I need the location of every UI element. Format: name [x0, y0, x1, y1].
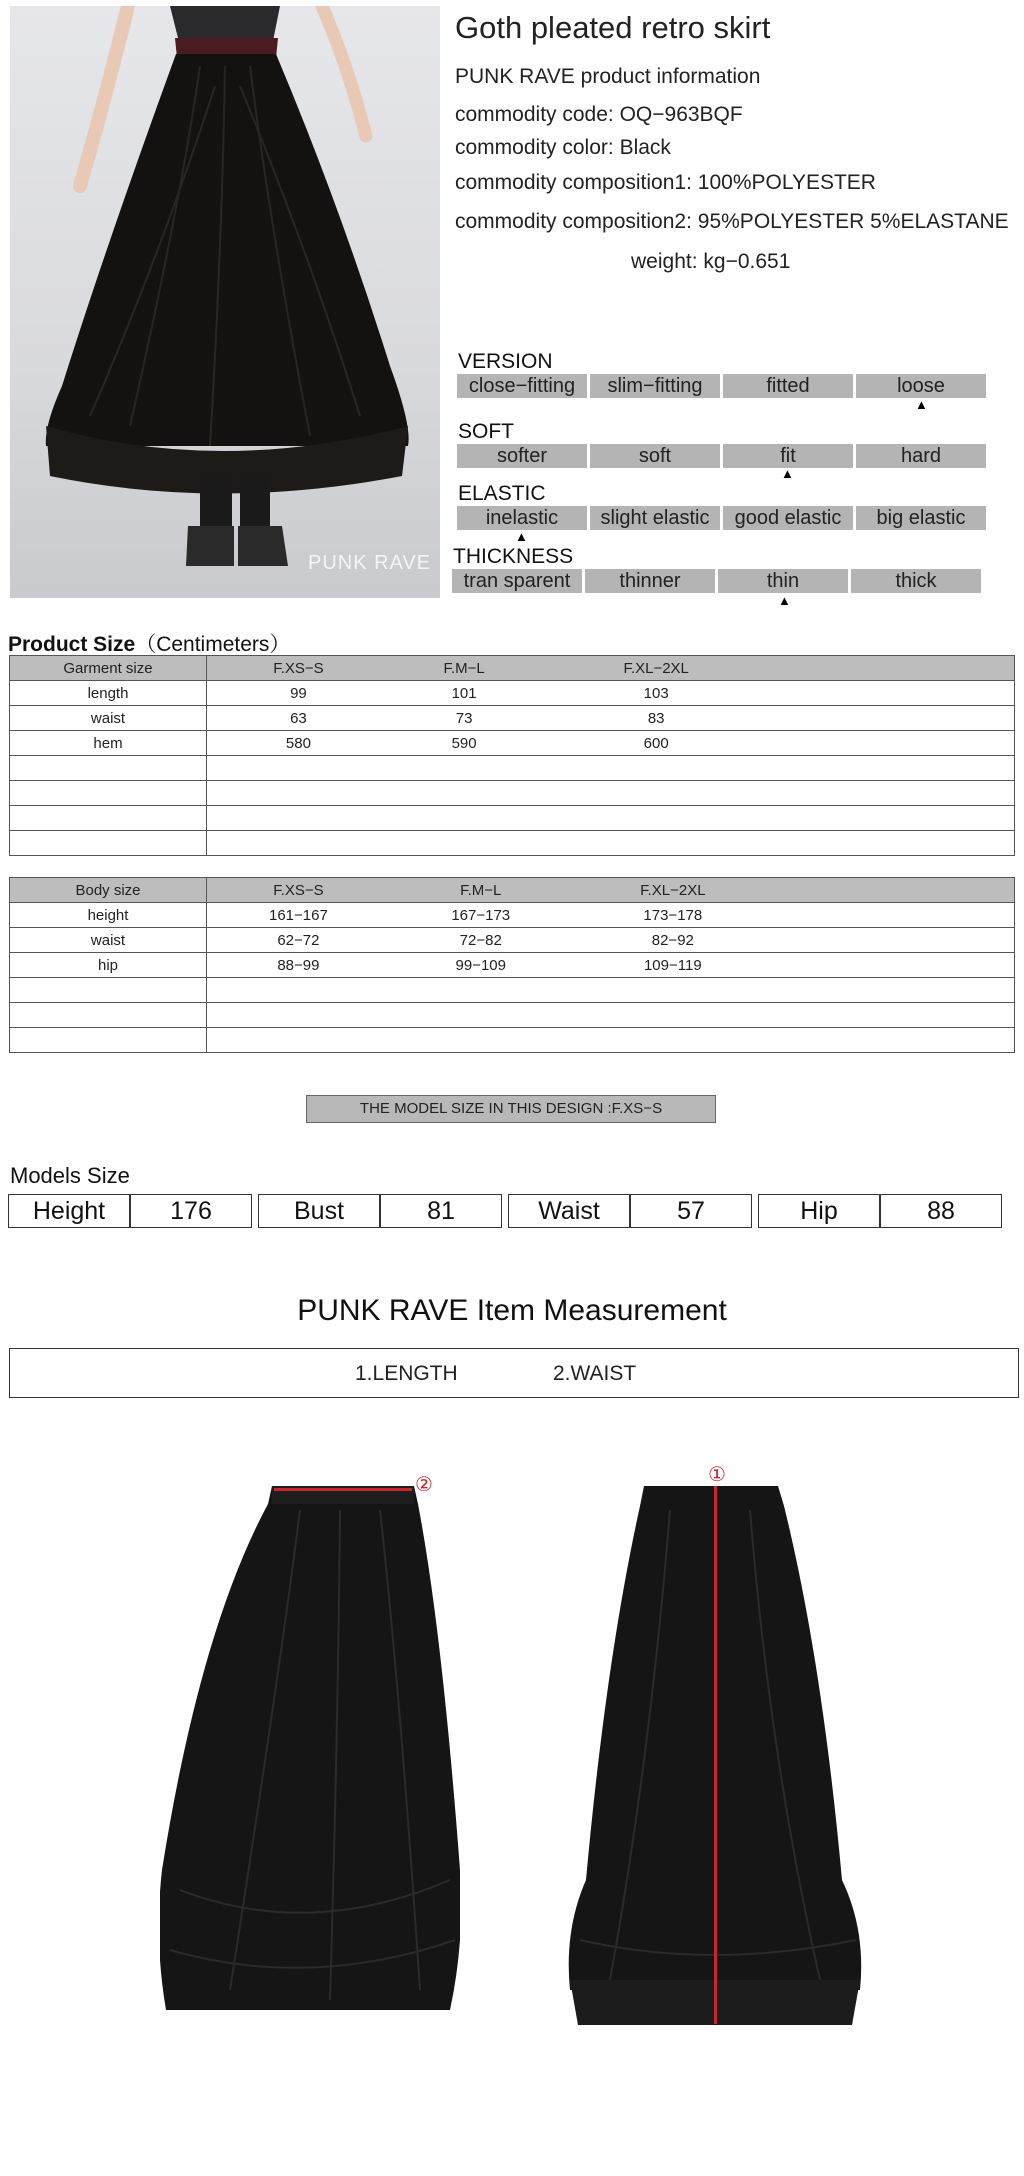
- product-title: Goth pleated retro skirt: [455, 10, 771, 45]
- product-size-unit: （Centimeters）: [135, 633, 291, 656]
- table-header-cell: Garment size: [10, 656, 207, 681]
- table-cell: 83: [538, 706, 774, 731]
- models-size-value: 176: [130, 1194, 252, 1228]
- models-size-table: [8, 1194, 1002, 1228]
- table-cell-empty: [774, 681, 1015, 706]
- table-cell: 109−119: [572, 953, 774, 978]
- attr-option-selected: thin: [718, 569, 848, 593]
- table-cell: 63: [207, 706, 390, 731]
- table-cell: 161−167: [207, 903, 390, 928]
- weight-label: weight:: [631, 250, 698, 273]
- models-size-label: Waist: [508, 1194, 630, 1228]
- soft-selected-marker-icon: ▲: [781, 466, 794, 481]
- version-selected-marker-icon: ▲: [915, 397, 928, 412]
- commodity-code-value: OQ−963BQF: [619, 103, 743, 126]
- attr-option: softer: [457, 444, 587, 468]
- composition1-label: commodity composition1:: [455, 171, 692, 194]
- measurement-legend-box: [9, 1348, 1019, 1398]
- composition2-value: 95%POLYESTER 5%ELASTANE: [697, 210, 1009, 233]
- table-cell-empty: [774, 903, 1015, 928]
- table-row-empty: [10, 1028, 1015, 1053]
- table-cell: 600: [538, 731, 774, 756]
- skirt-flat-waist-illustration: [160, 1470, 460, 2030]
- table-cell: 590: [390, 731, 539, 756]
- weight-value: kg−0.651: [703, 250, 791, 273]
- table-cell-empty: [774, 731, 1015, 756]
- attr-option-selected: loose: [856, 374, 986, 398]
- models-size-value: 57: [630, 1194, 752, 1228]
- composition1-value: 100%POLYESTER: [697, 171, 876, 194]
- table-cell: 62−72: [207, 928, 390, 953]
- models-size-title: Models Size: [10, 1163, 130, 1188]
- table-row-empty: [10, 978, 1015, 1003]
- commodity-composition1: [455, 171, 876, 195]
- attr-elastic-scale: [457, 506, 989, 530]
- table-header-row: [10, 656, 1015, 681]
- table-header-empty: [774, 656, 1015, 681]
- brand-info-line: PUNK RAVE product information: [455, 65, 761, 88]
- table-header-cell: F.XS−S: [207, 656, 390, 681]
- table-cell: 88−99: [207, 953, 390, 978]
- body-size-table: [9, 877, 1015, 1053]
- table-header-cell: F.M−L: [390, 878, 572, 903]
- elastic-selected-marker-icon: ▲: [515, 529, 528, 544]
- models-size-row: [8, 1194, 1002, 1228]
- table-row: [10, 681, 1015, 706]
- table-cell: 173−178: [572, 903, 774, 928]
- table-cell: 72−82: [390, 928, 572, 953]
- attr-version-title: VERSION: [458, 350, 553, 373]
- commodity-composition2: [455, 210, 1009, 234]
- attr-option-selected: inelastic: [457, 506, 587, 530]
- skirt-flat-waist: [160, 1470, 460, 2030]
- attr-thickness-scale: [452, 569, 984, 593]
- table-cell: 99−109: [390, 953, 572, 978]
- attr-option: close−fitting: [457, 374, 587, 398]
- attr-option: good elastic: [723, 506, 853, 530]
- measurement-item-length: 1.LENGTH: [355, 1362, 458, 1385]
- length-marker-badge: ①: [708, 1464, 726, 1486]
- table-row-empty: [10, 756, 1015, 781]
- table-row-empty: [10, 806, 1015, 831]
- attr-option-selected: fit: [723, 444, 853, 468]
- attr-option: tran sparent: [452, 569, 582, 593]
- models-size-value: 81: [380, 1194, 502, 1228]
- table-row-empty: [10, 831, 1015, 856]
- attr-option: thick: [851, 569, 981, 593]
- skirt-model-illustration: [10, 6, 440, 598]
- model-photo: [10, 6, 440, 598]
- attr-thickness-title: THICKNESS: [453, 545, 574, 568]
- photo-watermark: PUNK RAVE: [308, 552, 432, 574]
- attr-option: big elastic: [856, 506, 986, 530]
- table-row: [10, 928, 1015, 953]
- table-cell: 103: [538, 681, 774, 706]
- commodity-code-label: commodity code:: [455, 103, 614, 126]
- thickness-selected-marker-icon: ▲: [778, 593, 791, 608]
- table-cell: waist: [10, 928, 207, 953]
- measurement-item-waist: 2.WAIST: [553, 1362, 637, 1385]
- table-row: [10, 731, 1015, 756]
- commodity-color: [455, 136, 671, 160]
- garment-size-table: [9, 655, 1015, 856]
- model-size-banner: THE MODEL SIZE IN THIS DESIGN :F.XS−S: [306, 1095, 716, 1123]
- composition2-label: commodity composition2:: [455, 210, 692, 233]
- table-cell-empty: [774, 706, 1015, 731]
- table-header-cell: F.XL−2XL: [538, 656, 774, 681]
- models-size-label: Bust: [258, 1194, 380, 1228]
- table-header-cell: Body size: [10, 878, 207, 903]
- table-cell: 580: [207, 731, 390, 756]
- product-size-title: [8, 628, 290, 658]
- commodity-code: [455, 103, 743, 127]
- table-cell: hip: [10, 953, 207, 978]
- models-size-value: 88: [880, 1194, 1002, 1228]
- waist-marker-badge: ②: [415, 1474, 433, 1496]
- attr-option: slight elastic: [590, 506, 720, 530]
- table-row: [10, 903, 1015, 928]
- attr-option: hard: [856, 444, 986, 468]
- attr-option: soft: [590, 444, 720, 468]
- table-row-empty: [10, 1003, 1015, 1028]
- table-cell-empty: [774, 953, 1015, 978]
- table-cell: waist: [10, 706, 207, 731]
- table-cell-empty: [774, 928, 1015, 953]
- table-header-cell: F.M−L: [390, 656, 539, 681]
- product-size-heading: Product Size: [8, 633, 136, 656]
- table-cell: 82−92: [572, 928, 774, 953]
- length-measure-line: [714, 1486, 717, 2024]
- table-cell: hem: [10, 731, 207, 756]
- table-row: [10, 706, 1015, 731]
- table-cell: height: [10, 903, 207, 928]
- table-cell: 99: [207, 681, 390, 706]
- table-header-cell: F.XL−2XL: [572, 878, 774, 903]
- table-header-row: [10, 878, 1015, 903]
- table-row-empty: [10, 781, 1015, 806]
- skirt-flat-length: [560, 1460, 870, 2060]
- attr-soft-title: SOFT: [458, 420, 514, 443]
- table-cell: 73: [390, 706, 539, 731]
- attr-elastic-title: ELASTIC: [458, 482, 546, 505]
- waist-measure-line: [274, 1488, 412, 1491]
- table-header-empty: [774, 878, 1015, 903]
- commodity-color-value: Black: [619, 136, 671, 159]
- models-size-label: Height: [8, 1194, 130, 1228]
- table-row: [10, 953, 1015, 978]
- table-header-cell: F.XS−S: [207, 878, 390, 903]
- attr-option: thinner: [585, 569, 715, 593]
- commodity-color-label: commodity color:: [455, 136, 614, 159]
- attr-version-scale: [457, 374, 989, 398]
- measurement-title: PUNK RAVE Item Measurement: [297, 1294, 727, 1327]
- attr-option: fitted: [723, 374, 853, 398]
- attr-option: slim−fitting: [590, 374, 720, 398]
- product-weight: [631, 250, 790, 274]
- table-cell: 167−173: [390, 903, 572, 928]
- models-size-label: Hip: [758, 1194, 880, 1228]
- table-cell: length: [10, 681, 207, 706]
- table-cell: 101: [390, 681, 539, 706]
- attr-soft-scale: [457, 444, 989, 468]
